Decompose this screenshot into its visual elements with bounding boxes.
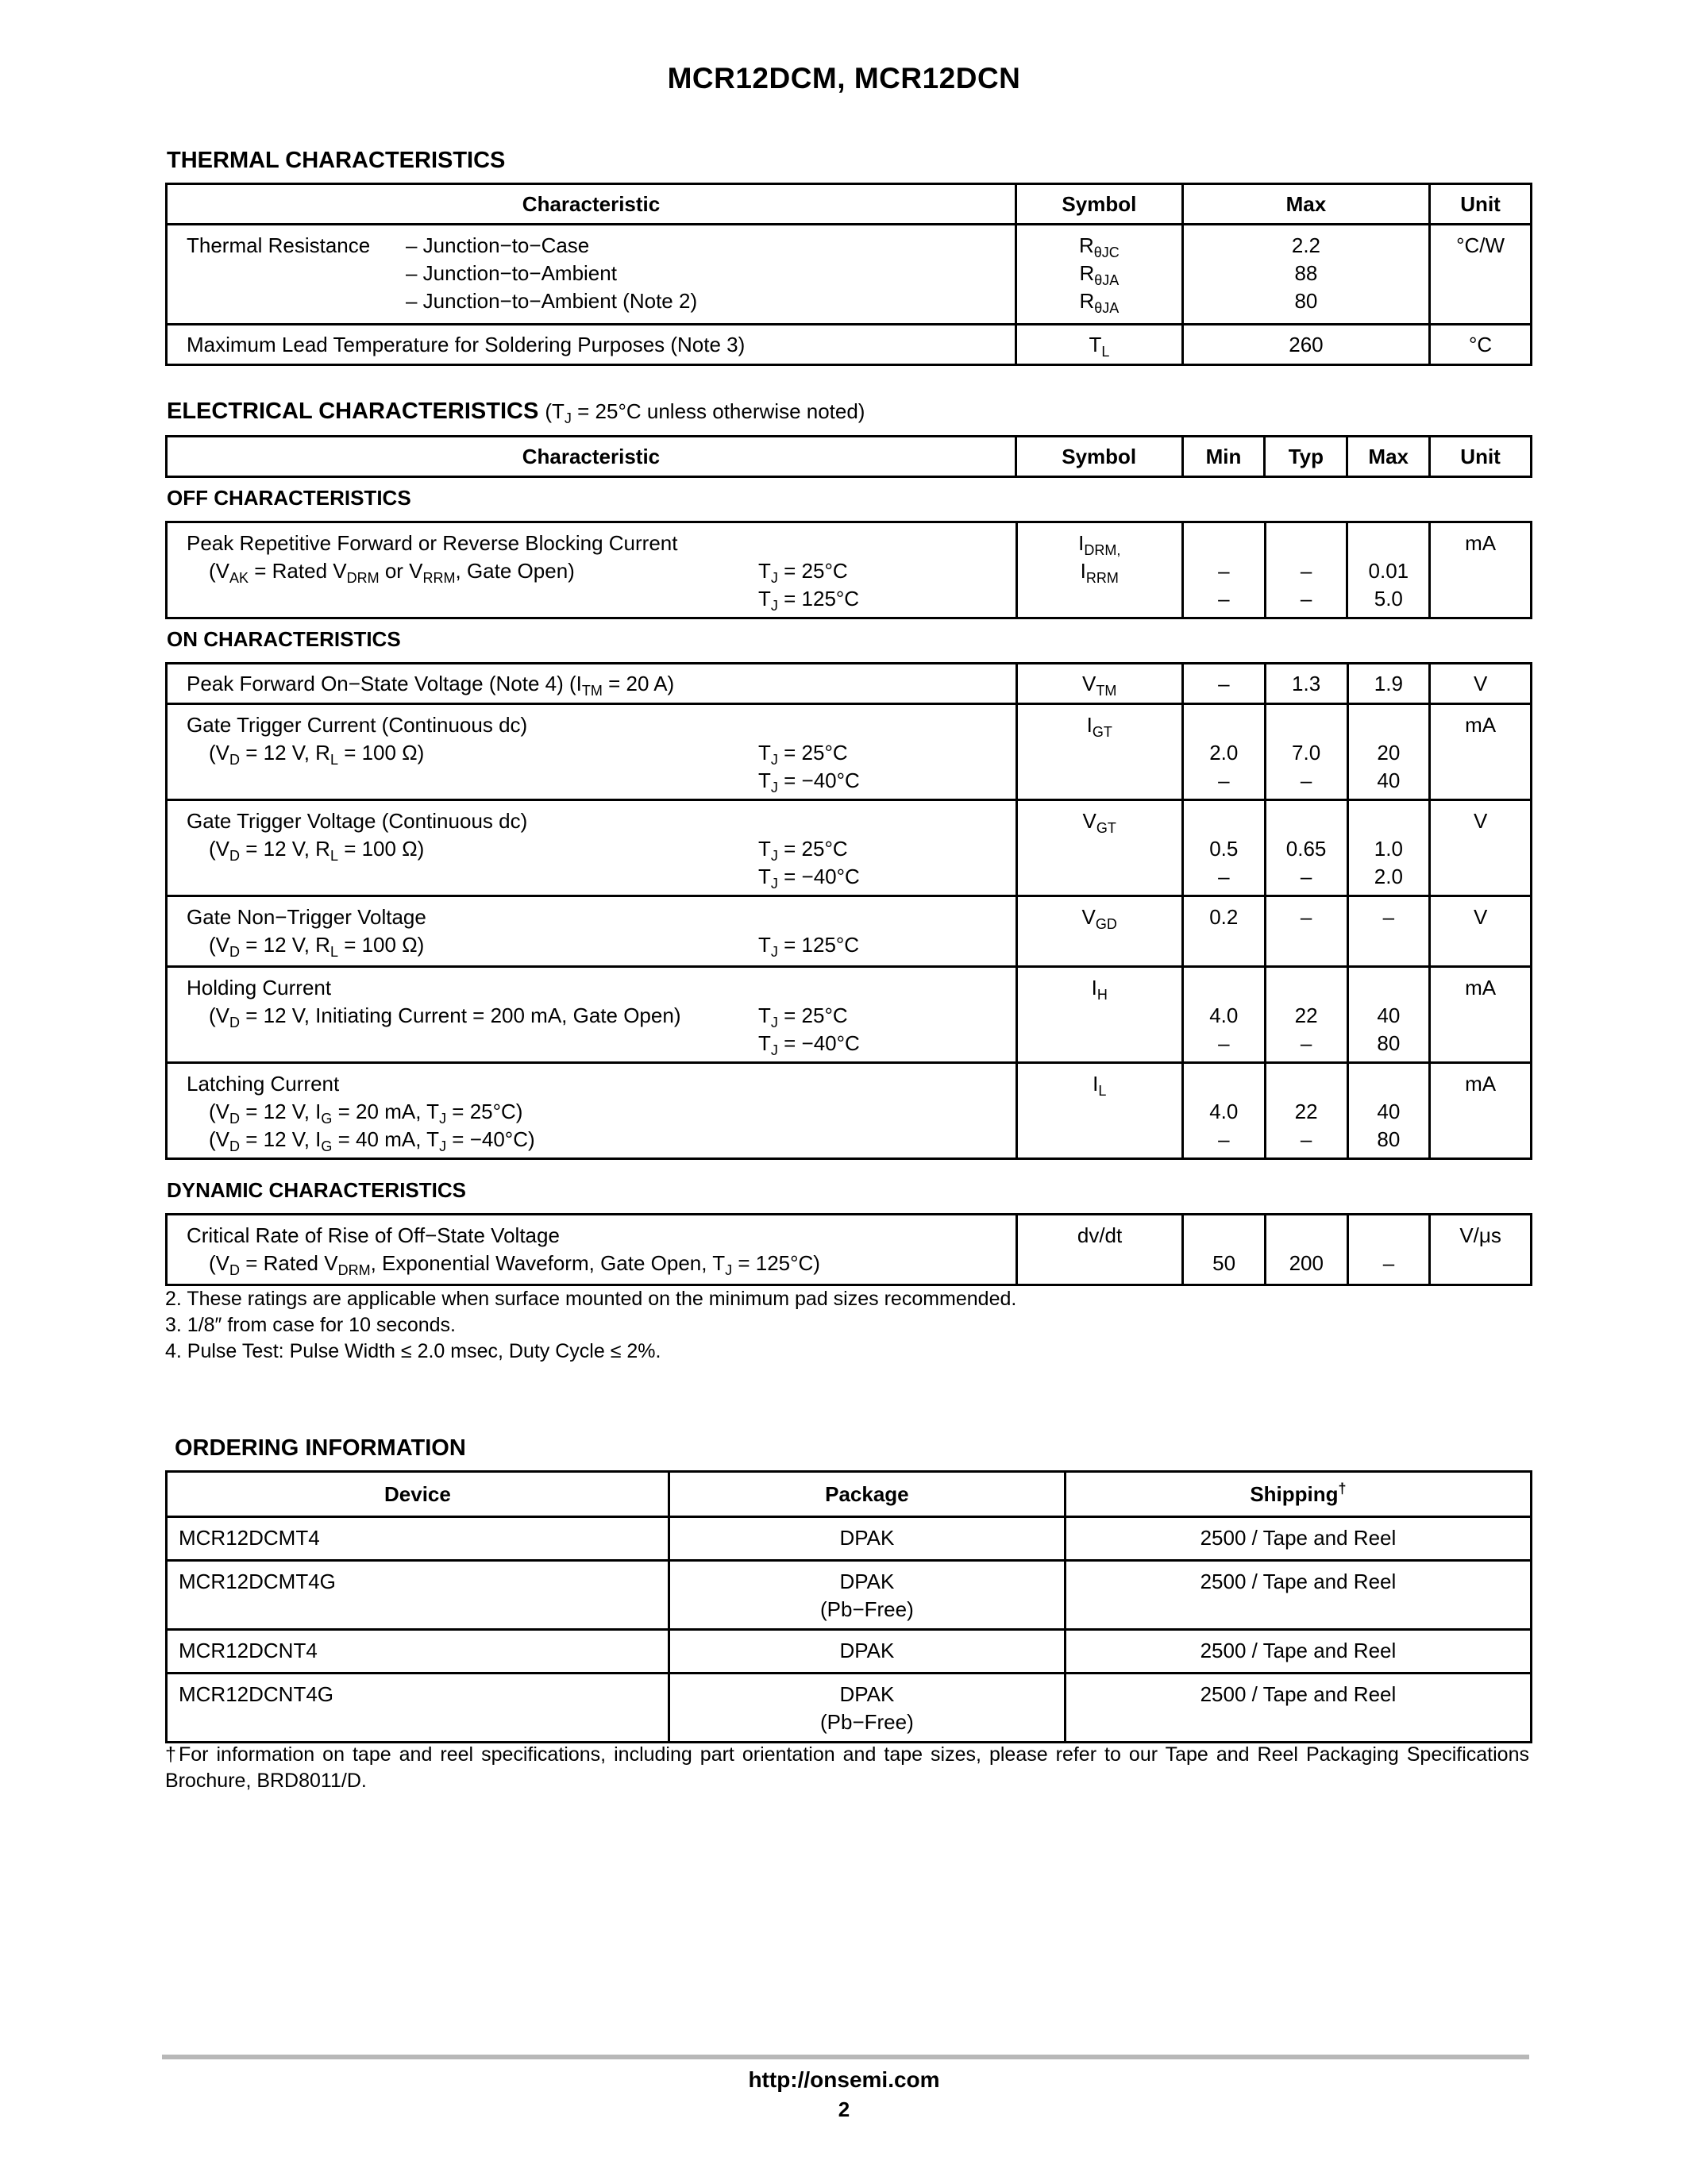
value-typ: – — [1300, 587, 1312, 611]
value-max: 260 — [1182, 325, 1429, 365]
value-unit: °C/W — [1456, 233, 1505, 257]
thermal-item: – Junction−to−Ambient (Note 2) — [406, 289, 698, 313]
th-package: Package — [669, 1472, 1065, 1517]
value-max: 88 — [1294, 261, 1318, 285]
ih-label: Holding Current — [187, 976, 332, 1000]
on-table — [165, 662, 1532, 1160]
tj-condition: $T_J = -40^\circ C$ — [758, 1031, 860, 1058]
dvdt-label: Critical Rate of Rise of Off−State Voltage — [187, 1223, 560, 1247]
electrical-heading: ELECTRICAL CHARACTERISTICS ($T_J = 25^\circ C$ unless otherwise noted) — [167, 399, 865, 426]
idrm-row — [167, 522, 1532, 618]
value-unit: mA — [1465, 531, 1497, 555]
th-symbol: Symbol — [1015, 437, 1182, 477]
idrm-label: Peak Repetitive Forward or Reverse Blocking Current — [187, 531, 678, 555]
value-unit: V/μs — [1459, 1223, 1501, 1247]
symbol-tl: $T_L$ — [1016, 325, 1183, 365]
ordering-row — [167, 1561, 1532, 1630]
value-typ: 200 — [1289, 1251, 1324, 1275]
thermal-header-row — [167, 184, 1532, 225]
thermal-item: – Junction−to−Case — [406, 233, 590, 257]
off-characteristics-heading: OFF CHARACTERISTICS — [167, 486, 411, 510]
device-cell: MCR12DCNT4G — [179, 1682, 334, 1706]
vgd-row — [167, 896, 1532, 967]
symbol-vgt: $V_{GT}$ — [1082, 809, 1116, 836]
note: 4. Pulse Test: Pulse Width ≤ 2.0 msec, Duty Cycle ≤ 2%. — [165, 1340, 661, 1362]
footer-url[interactable]: http://onsemi.com — [748, 2067, 940, 2092]
value-max: 40 — [1377, 1003, 1401, 1027]
vtm-label: Peak Forward On−State Voltage (Note 4) ($I_{TM} = 20$ A) — [167, 664, 1017, 704]
lead-temp-row — [167, 325, 1532, 365]
value-max: 5.0 — [1374, 587, 1403, 611]
vgt-row — [167, 800, 1532, 896]
thermal-heading: THERMAL CHARACTERISTICS — [167, 148, 506, 173]
symbol-il: $I_L$ — [1093, 1072, 1107, 1099]
note: 2. These ratings are applicable when surface mounted on the minimum pad sizes recommended. — [165, 1288, 1017, 1310]
value-min: 4.0 — [1209, 1100, 1239, 1123]
thermal-resistance-label: Thermal Resistance — [187, 233, 371, 257]
igt-row — [167, 704, 1532, 800]
value-unit: V — [1473, 809, 1488, 833]
vtm-row — [167, 664, 1532, 704]
th-symbol: Symbol — [1016, 184, 1183, 225]
ih-condition: ($V_D = 12$ V, Initiating Current = 200 mA, Gate Open) — [209, 1003, 681, 1030]
il-row — [167, 1063, 1532, 1159]
page-title: MCR12DCM, MCR12DCN — [667, 62, 1021, 94]
value-max: 20 — [1377, 741, 1401, 765]
symbol-rthjc: $R_{\theta JC}$ — [1078, 233, 1120, 260]
th-unit: Unit — [1430, 184, 1532, 225]
package-cell: DPAK — [839, 1570, 895, 1593]
thermal-resistance-row — [167, 225, 1532, 325]
symbol-ih: $I_H$ — [1091, 976, 1108, 1003]
value-max: – — [1382, 1251, 1395, 1275]
ordering-row — [167, 1517, 1532, 1561]
symbol-idrm: $I_{DRM,}$ — [1078, 531, 1121, 558]
il-label: Latching Current — [187, 1072, 340, 1096]
ordering-row — [167, 1630, 1532, 1674]
tj-condition: $T_J = -40^\circ C$ — [758, 768, 860, 795]
ih-row — [167, 967, 1532, 1063]
symbol-vgd: $V_{GD}$ — [1081, 905, 1117, 932]
value-unit: mA — [1465, 713, 1497, 737]
value-unit: mA — [1465, 1072, 1497, 1096]
value-min: – — [1218, 865, 1230, 888]
ordering-footnote: †For information on tape and reel specifications, including part orientation and tape sizes, please refer to our Tape and Reel Packaging Specifications Brochure, BRD8011/D. — [165, 1743, 1529, 1792]
idrm-condition: ($V_{AK}$ = Rated $V_{DRM}$ or $V_{RRM}$, Gate Open) — [209, 559, 575, 586]
value-typ: 0.65 — [1285, 837, 1327, 861]
value-typ: 1.3 — [1265, 664, 1347, 704]
igt-label: Gate Trigger Current (Continuous dc) — [187, 713, 528, 737]
value-min: – — [1218, 1127, 1230, 1151]
device-cell: MCR12DCNT4 — [179, 1639, 318, 1662]
shipping-cell: 2500 / Tape and Reel — [1200, 1570, 1397, 1593]
electrical-header-table — [165, 435, 1532, 478]
value-unit: V — [1430, 664, 1532, 704]
th-characteristic: Characteristic — [167, 184, 1016, 225]
package-cell: DPAK — [839, 1682, 895, 1706]
il-condition-2: ($V_D = 12$ V, $I_G = 40$ mA, $T_J = -40^\circ C$) — [209, 1127, 535, 1154]
thermal-table — [165, 183, 1532, 366]
tj-condition: $T_J = 125^\circ C$ — [758, 587, 860, 614]
value-min: – — [1182, 664, 1265, 704]
value-min: – — [1218, 587, 1230, 611]
page-number: 2 — [838, 2097, 850, 2121]
lead-temp-label: Maximum Lead Temperature for Soldering Purposes (Note 3) — [167, 325, 1016, 365]
value-max: 40 — [1377, 768, 1401, 792]
thermal-item: – Junction−to−Ambient — [406, 261, 617, 285]
value-typ: – — [1300, 865, 1312, 888]
th-max: Max — [1182, 184, 1429, 225]
symbol-vtm: $V_{TM}$ — [1016, 664, 1182, 704]
value-typ: – — [1300, 768, 1312, 792]
value-typ: 22 — [1294, 1100, 1318, 1123]
value-typ: 7.0 — [1292, 741, 1321, 765]
device-cell: MCR12DCMT4G — [179, 1570, 336, 1593]
th-min: Min — [1182, 437, 1265, 477]
value-max: 1.0 — [1374, 837, 1403, 861]
vgt-label: Gate Trigger Voltage (Continuous dc) — [187, 809, 528, 833]
value-max: 2.0 — [1374, 865, 1403, 888]
shipping-cell: 2500 / Tape and Reel — [1200, 1526, 1397, 1550]
igt-condition: ($V_D = 12$ V, $R_L = 100$ Ω) — [209, 741, 425, 768]
device-cell: MCR12DCMT4 — [179, 1526, 320, 1550]
tj-condition: $T_J = 25^\circ C$ — [758, 1003, 848, 1030]
value-typ: 22 — [1294, 1003, 1318, 1027]
value-max: 2.2 — [1291, 233, 1321, 257]
package-note: (Pb−Free) — [820, 1710, 914, 1734]
vgd-label: Gate Non−Trigger Voltage — [187, 905, 426, 929]
dvdt-condition: ($V_D$ = Rated $V_{DRM}$, Exponential Waveform, Gate Open, $T_J = 125^\circ C$) — [209, 1251, 820, 1278]
value-min: 2.0 — [1209, 741, 1239, 765]
package-cell: DPAK — [839, 1526, 895, 1550]
value-max: 80 — [1294, 289, 1318, 313]
th-characteristic: Characteristic — [167, 437, 1016, 477]
package-note: (Pb−Free) — [820, 1597, 914, 1621]
value-typ: – — [1300, 559, 1312, 583]
value-typ: – — [1300, 905, 1312, 929]
ordering-table — [165, 1470, 1532, 1743]
value-max: 80 — [1377, 1031, 1401, 1055]
value-max: 40 — [1377, 1100, 1401, 1123]
ordering-row — [167, 1674, 1532, 1743]
value-max: – — [1382, 905, 1395, 929]
value-min: 50 — [1212, 1251, 1236, 1275]
vgd-condition: ($V_D = 12$ V, $R_L = 100$ Ω) — [209, 933, 425, 960]
value-min: – — [1218, 1031, 1230, 1055]
value-unit: V — [1473, 905, 1488, 929]
tj-condition: $T_J = 125^\circ C$ — [758, 933, 860, 960]
electrical-heading-condition: ($T_J = 25^\circ C$ unless otherwise noted) — [545, 399, 865, 426]
th-shipping: Shipping† — [1065, 1472, 1531, 1517]
value-min: 4.0 — [1209, 1003, 1239, 1027]
symbol-igt: $I_{GT}$ — [1086, 713, 1112, 740]
symbol-dvdt: dv/dt — [1077, 1223, 1123, 1247]
shipping-cell: 2500 / Tape and Reel — [1200, 1682, 1397, 1706]
il-condition-1: ($V_D = 12$ V, $I_G = 20$ mA, $T_J = 25^\circ C$) — [209, 1100, 523, 1127]
th-max: Max — [1347, 437, 1430, 477]
value-min: – — [1218, 768, 1230, 792]
package-cell: DPAK — [839, 1639, 895, 1662]
ordering-heading: ORDERING INFORMATION — [175, 1435, 466, 1461]
tj-condition: $T_J = 25^\circ C$ — [758, 837, 848, 864]
value-min: – — [1218, 559, 1230, 583]
symbol-irrm: $I_{RRM}$ — [1080, 559, 1119, 586]
shipping-cell: 2500 / Tape and Reel — [1200, 1639, 1397, 1662]
th-typ: Typ — [1265, 437, 1347, 477]
note: 3. 1/8″ from case for 10 seconds. — [165, 1314, 456, 1336]
value-typ: – — [1300, 1127, 1312, 1151]
tj-condition: $T_J = 25^\circ C$ — [758, 559, 848, 586]
footer-divider — [162, 2055, 1529, 2059]
symbol-rthja: $R_{\theta JA}$ — [1079, 289, 1120, 316]
th-device: Device — [167, 1472, 669, 1517]
value-min: 0.5 — [1209, 837, 1239, 861]
ordering-header-row — [167, 1472, 1532, 1517]
symbol-rthja: $R_{\theta JA}$ — [1079, 261, 1120, 288]
value-min: 0.2 — [1209, 905, 1239, 929]
dvdt-row — [167, 1215, 1532, 1285]
on-characteristics-heading: ON CHARACTERISTICS — [167, 627, 401, 651]
dynamic-table — [165, 1213, 1532, 1286]
value-unit: mA — [1465, 976, 1497, 1000]
off-table — [165, 521, 1532, 619]
tj-condition: $T_J = -40^\circ C$ — [758, 865, 860, 892]
tj-condition: $T_J = 25^\circ C$ — [758, 741, 848, 768]
value-max: 0.01 — [1368, 559, 1409, 583]
th-unit: Unit — [1430, 437, 1532, 477]
value-max: 1.9 — [1347, 664, 1430, 704]
notes — [165, 1286, 1016, 1365]
value-max: 80 — [1377, 1127, 1401, 1151]
dynamic-characteristics-heading: DYNAMIC CHARACTERISTICS — [167, 1178, 466, 1202]
value-typ: – — [1300, 1031, 1312, 1055]
value-unit: °C — [1430, 325, 1532, 365]
vgt-condition: ($V_D = 12$ V, $R_L = 100$ Ω) — [209, 837, 425, 864]
